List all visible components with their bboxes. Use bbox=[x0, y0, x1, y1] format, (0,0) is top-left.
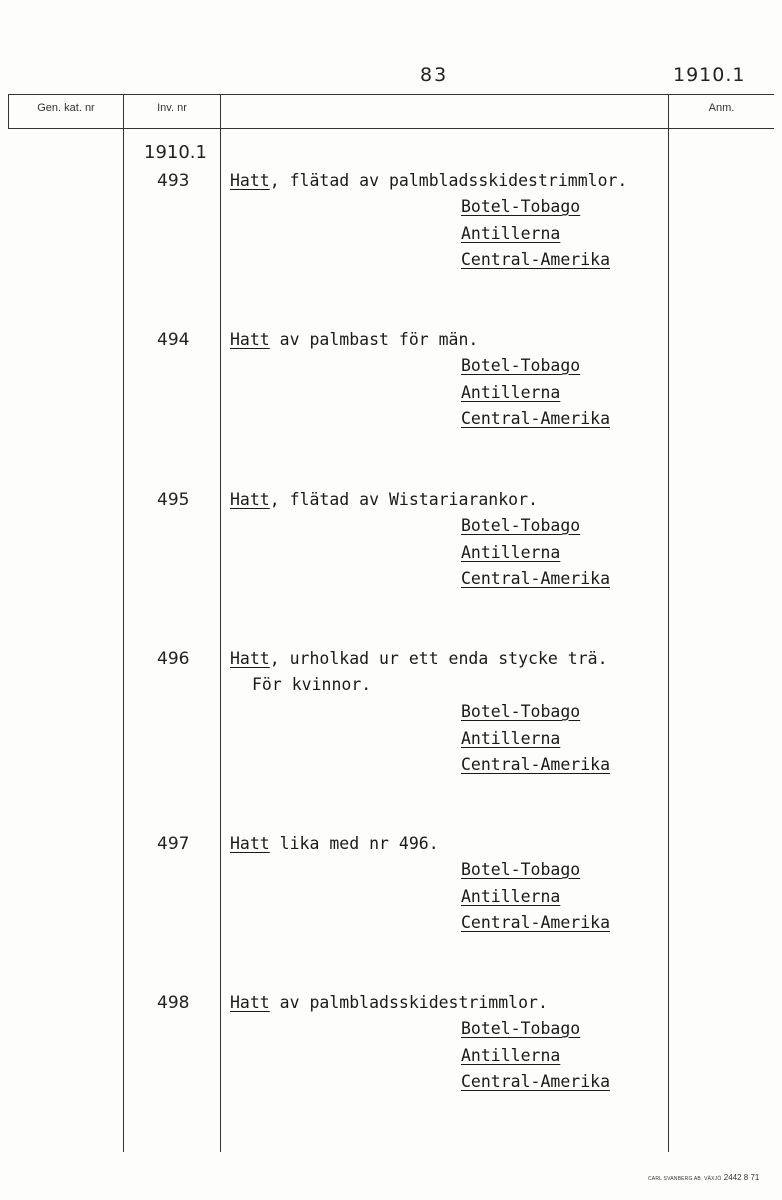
location-continent: Central-Amerika bbox=[461, 569, 611, 588]
location-region: Antillerna bbox=[461, 887, 561, 906]
printer-imprint bbox=[648, 1173, 759, 1182]
location-continent: Central-Amerika bbox=[461, 755, 611, 774]
column-rule-inv bbox=[220, 94, 221, 1152]
inventory-number: 494 bbox=[157, 330, 190, 350]
inventory-number: 498 bbox=[157, 993, 190, 1013]
entry-title: Hatt bbox=[230, 330, 270, 349]
location-region: Antillerna bbox=[461, 224, 561, 243]
column-header-inv-nr: Inv. nr bbox=[157, 102, 187, 114]
location-region: Antillerna bbox=[461, 729, 561, 748]
location-place: Botel-Tobago bbox=[461, 356, 581, 375]
entry-text: lika med nr 496. bbox=[269, 834, 439, 853]
printer-code: 2442 8 71 bbox=[723, 1173, 760, 1182]
printer-name: CARL SVANBERG AB. VÄXJÖ bbox=[648, 1176, 722, 1182]
location-place: Botel-Tobago bbox=[461, 702, 581, 721]
inventory-number: 495 bbox=[157, 490, 190, 510]
entry-text: av palmbladsskidestrimmlor. bbox=[269, 993, 548, 1012]
location-continent: Central-Amerika bbox=[461, 409, 611, 428]
entry-description bbox=[230, 649, 608, 668]
entry-title: Hatt bbox=[230, 834, 270, 853]
inventory-number: 493 bbox=[157, 171, 190, 191]
entry-text: av palmbast för män. bbox=[269, 330, 479, 349]
year-header: 1910.1 bbox=[673, 64, 746, 86]
location-region: Antillerna bbox=[461, 543, 561, 562]
location-continent: Central-Amerika bbox=[461, 250, 611, 269]
entry-description bbox=[230, 171, 627, 190]
column-header-anm: Anm. bbox=[708, 102, 735, 114]
location-continent: Central-Amerika bbox=[461, 913, 611, 932]
page-number: 83 bbox=[420, 64, 449, 86]
year-mark: 1910.1 bbox=[144, 142, 207, 163]
entry-title: Hatt bbox=[230, 993, 270, 1012]
entry-text: , flätad av palmbladsskidestrimmlor. bbox=[269, 171, 628, 190]
left-edge-rule bbox=[8, 94, 9, 129]
location-place: Botel-Tobago bbox=[461, 516, 581, 535]
entry-title: Hatt bbox=[230, 490, 270, 509]
entry-text: , urholkad ur ett enda stycke trä. bbox=[269, 649, 608, 668]
entry-description bbox=[230, 330, 478, 349]
location-place: Botel-Tobago bbox=[461, 1019, 581, 1038]
entry-description-continued: För kvinnor. bbox=[252, 675, 372, 694]
inventory-number: 497 bbox=[157, 834, 190, 854]
entry-title: Hatt bbox=[230, 649, 270, 668]
location-place: Botel-Tobago bbox=[461, 860, 581, 879]
entry-text: , flätad av Wistariarankor. bbox=[269, 490, 538, 509]
entry-description bbox=[230, 993, 548, 1012]
location-place: Botel-Tobago bbox=[461, 197, 581, 216]
location-region: Antillerna bbox=[461, 383, 561, 402]
column-rule-desc bbox=[668, 94, 669, 1152]
entry-description bbox=[230, 834, 439, 853]
inventory-number: 496 bbox=[157, 649, 190, 669]
entry-title: Hatt bbox=[230, 171, 270, 190]
location-region: Antillerna bbox=[461, 1046, 561, 1065]
location-continent: Central-Amerika bbox=[461, 1072, 611, 1091]
column-header-gen-kat-nr: Gen. kat. nr bbox=[37, 102, 95, 114]
column-rule-gen bbox=[123, 94, 124, 1152]
entry-description bbox=[230, 490, 538, 509]
